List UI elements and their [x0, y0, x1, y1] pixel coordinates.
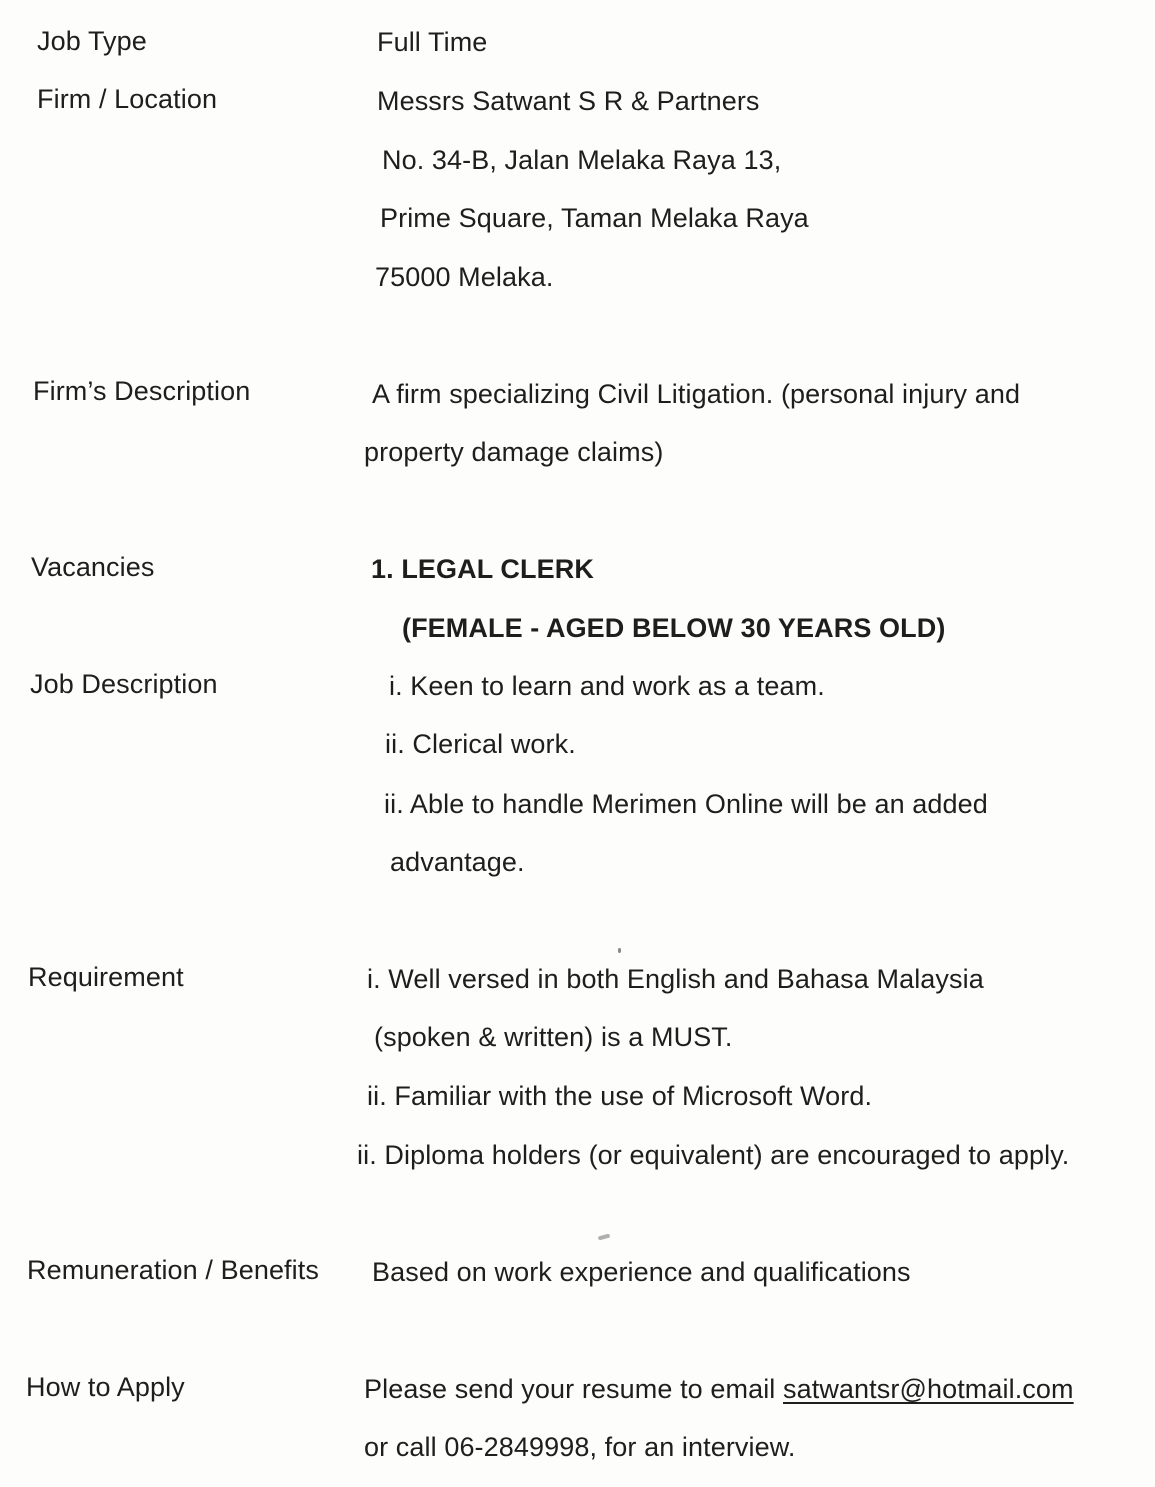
requirement-item-1-line-1: i. Well versed in both English and Bahasa Malaysia — [367, 964, 984, 994]
how-to-apply-label: How to Apply — [26, 1372, 185, 1402]
vacancies-label: Vacancies — [31, 552, 155, 582]
job-type-label: Job Type — [37, 26, 147, 56]
vacancy-position: 1. LEGAL CLERK — [371, 554, 594, 584]
requirement-item-2: ii. Familiar with the use of Microsoft Word. — [367, 1081, 873, 1111]
job-description-label: Job Description — [30, 669, 218, 699]
firm-name: Messrs Satwant S R & Partners — [377, 86, 760, 116]
firm-description-line-1: A firm specializing Civil Litigation. (personal injury and — [372, 379, 1021, 409]
scan-speck — [618, 948, 621, 953]
firm-address-line-1: No. 34-B, Jalan Melaka Raya 13, — [382, 145, 782, 175]
how-to-apply-line-1 — [364, 1373, 1074, 1405]
job-description-item-3-line-2: advantage. — [390, 847, 525, 877]
remuneration-value: Based on work experience and qualifications — [372, 1257, 911, 1287]
requirement-label: Requirement — [28, 962, 184, 992]
firm-address-line-3: 75000 Melaka. — [375, 262, 554, 292]
firm-address-line-2: Prime Square, Taman Melaka Raya — [380, 203, 809, 233]
scan-speck — [598, 1234, 611, 1241]
job-description-item-1: i. Keen to learn and work as a team. — [389, 671, 825, 701]
firm-description-label: Firm’s Description — [33, 376, 251, 406]
email-link[interactable]: satwantsr@hotmail.com — [783, 1374, 1074, 1404]
remuneration-label: Remuneration / Benefits — [27, 1255, 319, 1285]
requirement-item-1-line-2: (spoken & written) is a MUST. — [374, 1022, 733, 1052]
firm-description-line-2: property damage claims) — [364, 437, 664, 467]
how-to-apply-prefix: Please send your resume to email — [364, 1374, 784, 1404]
job-type-value: Full Time — [377, 27, 488, 57]
vacancy-criteria: (FEMALE - AGED BELOW 30 YEARS OLD) — [402, 613, 946, 643]
job-description-item-3-line-1: ii. Able to handle Merimen Online will be an added — [384, 789, 988, 819]
firm-location-label: Firm / Location — [37, 84, 218, 114]
how-to-apply-line-2: or call 06-2849998, for an interview. — [364, 1432, 796, 1462]
job-description-item-2: ii. Clerical work. — [385, 729, 576, 759]
requirement-item-3: ii. Diploma holders (or equivalent) are encouraged to apply. — [357, 1140, 1070, 1170]
